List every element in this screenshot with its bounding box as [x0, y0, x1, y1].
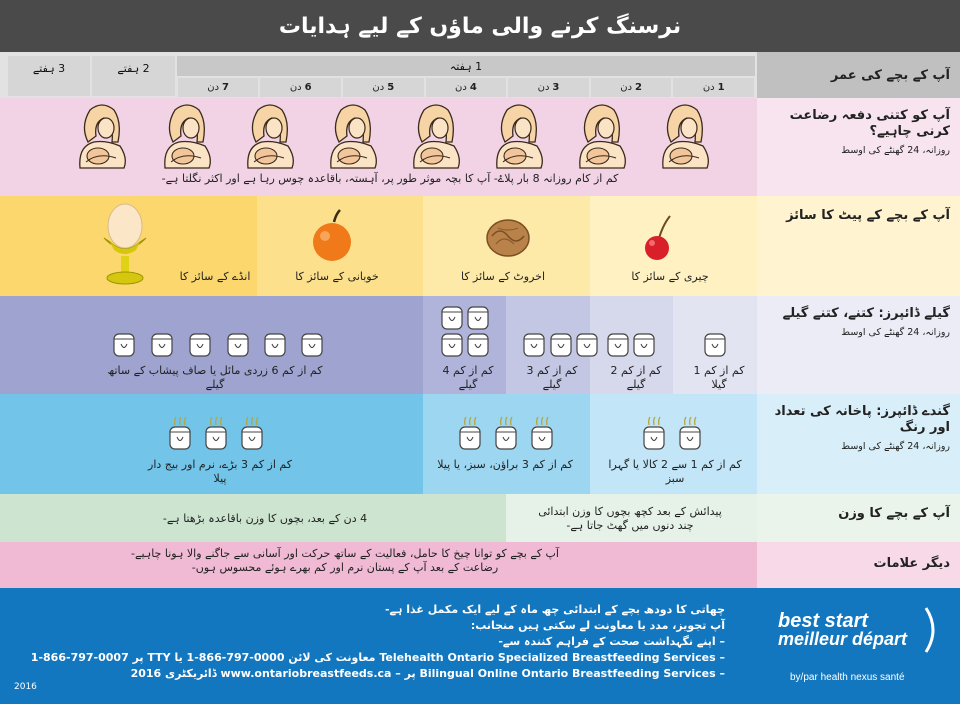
- footer-line3: – اپنے نگہداشت صحت کے فراہم کنندہ سے-: [498, 635, 725, 648]
- logo-line2: meilleur départ: [778, 629, 908, 649]
- wet-diaper-icon: [632, 333, 656, 357]
- stomach-text-3: خوبانی کے سائز کا: [295, 270, 379, 283]
- day-number: 6: [304, 82, 312, 93]
- age-label-cell: [757, 52, 960, 98]
- day-header-1: [673, 78, 754, 97]
- best-start-logo: [778, 612, 907, 648]
- wet-text-2: کم از کم 2 گیلے: [610, 364, 662, 391]
- wet-text-5: کم از کم 6 زردی مائل یا صاف پیشاب کے ساتھ گیلے: [107, 364, 323, 391]
- weight-text-early: پیدائش کے بعد کچھ بچوں کا وزن ابتدائی چند دنوں میں گھٹ جاتا ہے-: [538, 505, 722, 532]
- week3-label: 3 ہفتے: [32, 62, 66, 75]
- breastfeeding-mother-icon: [72, 102, 130, 172]
- breastfeeding-mother-icon: [406, 102, 464, 172]
- other-text: آپ کے بچے کو توانا چیخ کا حامل، فعالیت کے ساتھ حرکت اور آسانی سے جاگنے والا ہونا چاہیے- رضاعت کے بعد آپ کے پستان نرم اور کم بھرے ہوئے محسوس ہوں-: [131, 547, 559, 574]
- feeding-label-cell: [757, 98, 960, 196]
- dirty-diaper-icon: [204, 416, 228, 450]
- wet-diaper-icon: [112, 333, 136, 357]
- week1-label: 1 ہفتہ: [449, 59, 483, 73]
- day-number: 1: [717, 82, 725, 93]
- dirty-diaper-icon: [530, 416, 554, 450]
- day-unit: دن: [207, 82, 220, 93]
- wet-diaper-icon: [466, 306, 490, 330]
- week2-header: [92, 56, 175, 96]
- apricot-icon: [310, 208, 354, 264]
- stomach-text-4: انڈے کے سائز کا: [179, 270, 251, 283]
- day-number: 5: [387, 82, 395, 93]
- day-header-4: [426, 78, 507, 97]
- dirty-label: گندے ڈائپرز: پاخانہ کی تعداد اور رنگ: [774, 404, 950, 435]
- dirty-text-2: کم از کم 3 براؤن، سبز، یا پیلا: [437, 458, 573, 471]
- dirty-diaper-icon: [168, 416, 192, 450]
- dirty-diaper-icon: [642, 416, 666, 450]
- day-unit: دن: [455, 82, 467, 93]
- dirty-diaper-icon: [240, 416, 264, 450]
- day-unit: دن: [289, 82, 302, 93]
- day-number: 3: [552, 82, 560, 93]
- age-label: آپ کے بچے کی عمر: [830, 67, 950, 83]
- breastfeeding-mother-icon: [655, 102, 713, 172]
- wet-diaper-icon: [575, 333, 599, 357]
- wet-diaper-icon: [263, 333, 287, 357]
- wet-diaper-icon: [466, 333, 490, 357]
- day-header-6: [260, 78, 341, 97]
- day-header-2: [591, 78, 672, 97]
- wet-diaper-icon: [150, 333, 174, 357]
- wet-diaper-icon: [300, 333, 324, 357]
- footer-line5: – Bilingual Online Ontario Breastfeeding Services پر – www.ontariobreastfeeds.ca ڈائریکٹری 2016: [130, 667, 725, 680]
- other-label: دیگر علامات: [873, 556, 950, 571]
- breastfeeding-mother-icon: [489, 102, 547, 172]
- wet-diaper-icon: [522, 333, 546, 357]
- logo-arc-icon: [922, 606, 942, 654]
- wet-diaper-icon: [549, 333, 573, 357]
- feeding-label: آپ کو کتنی دفعہ رضاعت کرنی چاہیے؟: [789, 108, 950, 139]
- day-number: 7: [222, 82, 229, 93]
- dirty-diaper-icon: [678, 416, 702, 450]
- feeding-note: کم از کام روزانہ 8 بار پلاۓ- آپ کا بچہ موثر طور پر، آہستہ، باقاعدہ چوس رہا ہے اور اکثر نگلتا ہے-: [161, 172, 619, 185]
- week2-label: 2 ہفتے: [117, 62, 150, 75]
- cherry-icon: [638, 212, 678, 262]
- breastfeeding-mother-icon: [572, 102, 630, 172]
- page-title: نرسنگ کرنے والی ماؤں کے لیے ہدایات: [0, 0, 960, 52]
- dirty-sub: روزانہ، 24 گھنٹے کی اوسط: [841, 441, 950, 452]
- feeding-sub: روزانہ، 24 گھنٹے کی اوسط: [841, 145, 950, 156]
- stomach-text-1: چیری کے سائز کا: [631, 270, 709, 283]
- wet-diaper-icon: [226, 333, 250, 357]
- wet-diaper-icon: [703, 333, 727, 357]
- week1-header: [177, 56, 755, 76]
- breastfeeding-mother-icon: [323, 102, 381, 172]
- weight-text-later: 4 دن کے بعد، بچوں کا وزن باقاعدہ بڑھتا ہے-: [162, 512, 368, 525]
- wet-label: گیلے ڈائپرز: کتنے، کتنے گیلے: [782, 306, 950, 321]
- day-header-7: [178, 78, 259, 97]
- day-unit: دن: [702, 82, 715, 93]
- breastfeeding-mother-icon: [240, 102, 298, 172]
- footer-year: 2016: [14, 682, 37, 692]
- wet-label-cell: [757, 296, 960, 394]
- wet-text-3: کم از کم 3 گیلے: [526, 364, 578, 391]
- dirty-text-1: کم از کم 1 سے 2 کالا یا گہرا سبز: [608, 458, 742, 485]
- stomach-label-cell: [757, 196, 960, 296]
- dirty-text-3: کم از کم 3 بڑے، نرم اور بیج دار پیلا: [148, 458, 292, 485]
- stomach-label: آپ کے بچے کے پیٹ کا سائز: [786, 208, 950, 223]
- wet-text-1: کم از کم 1 گیلا: [693, 364, 745, 391]
- day-unit: دن: [372, 82, 385, 93]
- footer-line1: چھاتی کا دودھ بچے کے ابتدائی چھ ماہ کے لیے ایک مکمل غذا ہے-: [384, 603, 725, 616]
- other-label-cell: [757, 542, 960, 588]
- wet-diaper-icon: [440, 306, 464, 330]
- day-number: 2: [635, 82, 642, 93]
- breastfeeding-mother-icon: [157, 102, 215, 172]
- wet-sub: روزانہ، 24 گھنٹے کی اوسط: [841, 327, 950, 338]
- day-unit: دن: [537, 82, 550, 93]
- dirty-diaper-icon: [458, 416, 482, 450]
- weight-label: آپ کے بچے کا وزن: [838, 506, 950, 521]
- day-unit: دن: [620, 82, 633, 93]
- dirty-label-cell: [757, 394, 960, 494]
- dirty-diaper-icon: [494, 416, 518, 450]
- stomach-text-2: اخروٹ کے سائز کا: [460, 270, 546, 283]
- footer-byline: by/par health nexus santé: [790, 672, 905, 683]
- day-header-5: [343, 78, 424, 97]
- wet-diaper-icon: [188, 333, 212, 357]
- weight-label-cell: [757, 494, 960, 542]
- wet-text-4: کم از کم 4 گیلے: [442, 364, 494, 391]
- walnut-icon: [484, 216, 532, 260]
- logo-line1: best start: [778, 610, 869, 632]
- wet-diaper-icon: [440, 333, 464, 357]
- day-number: 4: [469, 82, 477, 93]
- footer-line2: آپ تجویز، مدد یا معاونت لے سکتی ہیں منجانب:: [470, 619, 725, 632]
- footer-line4: – Telehealth Ontario Specialized Breastfeeding Services معاونت کی لائن 0000-797-866-1 یا TTY پر 0007-797-866-1: [30, 651, 725, 664]
- week3-header: [8, 56, 90, 96]
- wet-diaper-icon: [606, 333, 630, 357]
- day-header-3: [508, 78, 589, 97]
